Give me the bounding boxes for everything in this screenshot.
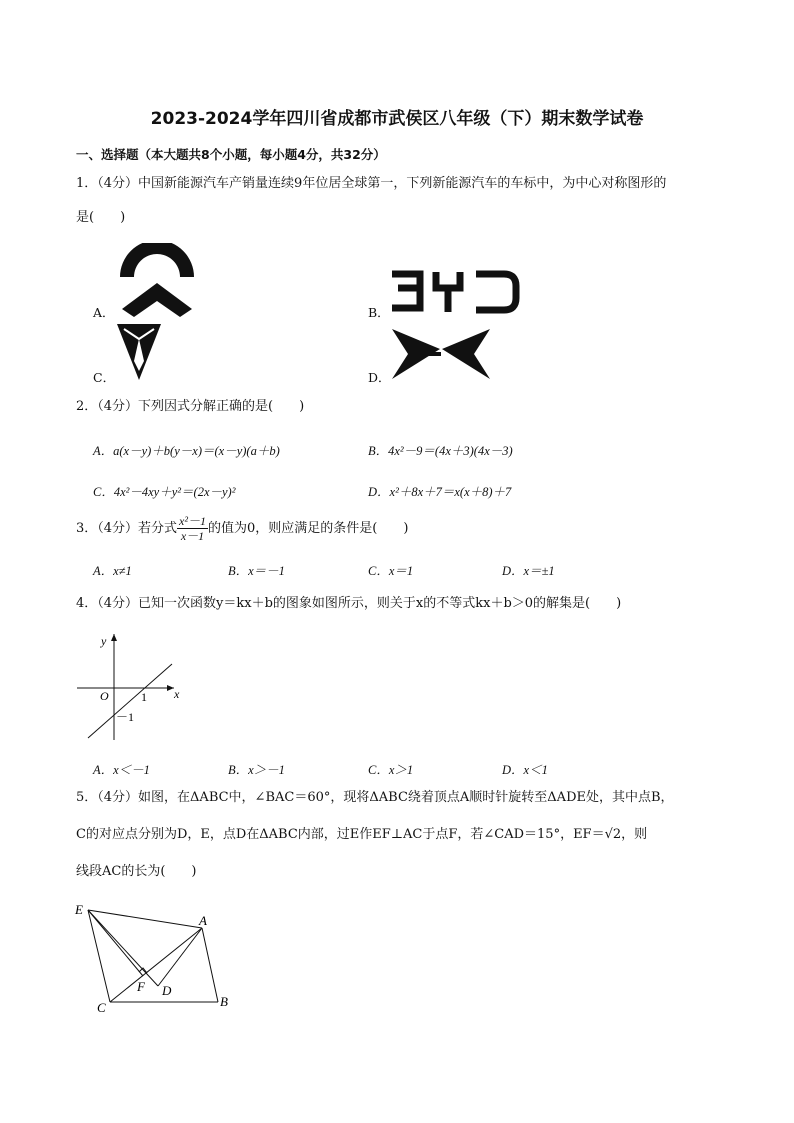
q5-geometry-figure (70, 898, 240, 1016)
section-heading: 一、选择题（本大题共8个小题，每小题4分，共32分） (76, 147, 386, 162)
q1-option-b-label: B． (368, 305, 390, 320)
y-axis-arrow (111, 634, 117, 641)
segment-ed (88, 910, 158, 986)
q2-option-b: B．4x²－9＝(4x＋3)(4x－3) (368, 444, 513, 458)
segment-da (158, 928, 202, 986)
xpeng-wing-logo-icon (390, 327, 492, 381)
segment-ab (202, 928, 218, 1002)
nio-logo-icon (114, 243, 204, 323)
q5-stem-line2: C的对应点分别为D，E，点D在ΔABC内部，过E作EF⊥AC于点F，若∠CAD＝15°，EF＝√2，则 (76, 827, 648, 842)
point-f-label: F (137, 979, 145, 994)
q3-stem-suffix: 的值为0，则应满足的条件是( ) (207, 520, 409, 536)
q3-option-a: A．x≠1 (93, 564, 132, 578)
point-b-label: B (220, 994, 228, 1009)
q3-fraction-denominator: x－1 (180, 529, 205, 543)
q5-stem-line1: 5．（4分）如图，在ΔABC中，∠BAC＝60°，现将ΔABC绕着顶点A顺时针旋转至ΔADE处，其中点B， (76, 790, 674, 805)
point-a-label: A (199, 913, 207, 928)
q4-stem: 4．（4分）已知一次函数y＝kx＋b的图象如图所示，则关于x的不等式kx＋b＞0的解集是( ) (76, 596, 622, 611)
x-tick-label: 1 (141, 690, 147, 704)
q4-option-d: D．x＜1 (502, 763, 548, 777)
q3-option-d: D．x＝±1 (502, 564, 555, 578)
q1-option-a-label: A． (93, 305, 115, 320)
byd-logo-icon (388, 268, 522, 316)
q1-stem-line1: 1．（4分）中国新能源汽车产销量连续9年位居全球第一，下列新能源汽车的车标中，为中心对称图形的 (76, 176, 667, 191)
q4-linear-function-graph (74, 628, 194, 744)
q1-option-c-label: C． (93, 370, 116, 385)
q2-option-c: C．4x²－4xy＋y²＝(2x－y)² (93, 485, 236, 499)
point-d-label: D (162, 983, 172, 998)
q3-option-c: C．x＝1 (368, 564, 414, 578)
y-tick-label: －1 (116, 710, 135, 724)
y-axis-label: y (101, 634, 107, 648)
page-title: 2023-2024学年四川省成都市武侯区八年级（下）期末数学试卷 (150, 109, 644, 129)
origin-label: O (100, 689, 109, 703)
q2-option-a: A．a(x－y)＋b(y－x)＝(x－y)(a＋b) (93, 444, 280, 458)
point-e-label: E (75, 902, 83, 917)
q3-stem-prefix: 3．（4分）若分式 (76, 520, 178, 536)
x-axis-arrow (167, 685, 174, 691)
q1-stem-line2: 是( ) (76, 210, 126, 225)
segment-ea (88, 910, 202, 928)
q3-stem (76, 514, 408, 543)
q2-option-d: D．x²＋8x＋7＝x(x＋8)＋7 (368, 485, 512, 499)
q2-stem: 2．（4分）下列因式分解正确的是( ) (76, 399, 305, 414)
xpeng-logo-icon (114, 321, 164, 383)
segment-ca (110, 928, 202, 1002)
q3-fraction (177, 514, 208, 543)
q3-option-b: B．x＝－1 (228, 564, 285, 578)
x-axis-label: x (174, 687, 180, 701)
q4-option-b: B．x＞－1 (228, 763, 285, 777)
point-c-label: C (97, 1000, 106, 1015)
q5-stem-line3: 线段AC的长为( ) (76, 864, 197, 879)
q3-fraction-numerator: x²－1 (179, 514, 206, 528)
q1-option-d-label: D． (368, 370, 391, 385)
q4-option-a: A．x＜－1 (93, 763, 150, 777)
q4-option-c: C．x＞1 (368, 763, 414, 777)
